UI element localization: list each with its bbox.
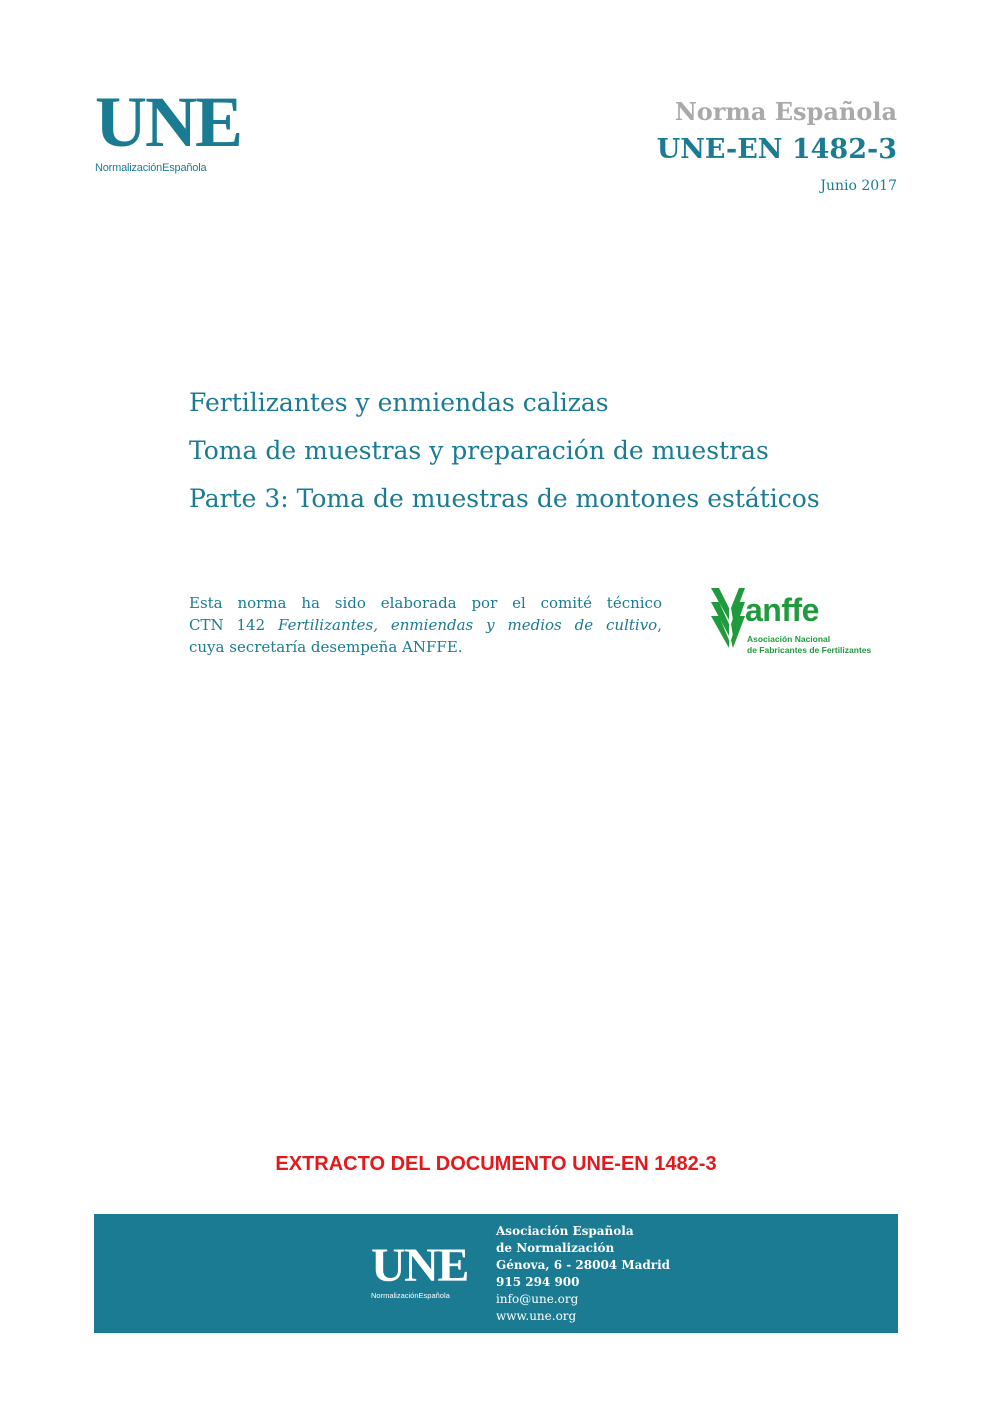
committee-line-3: cuya secretaría desempeña ANFFE. — [189, 638, 463, 656]
anffe-logo — [709, 586, 874, 658]
title-line-3: Parte 3: Toma de muestras de montones estáticos — [189, 484, 820, 513]
une-logo-subtitle-part1: Normalización — [95, 162, 163, 174]
anffe-subtitle-1: Asociación Nacional — [747, 634, 831, 644]
une-logo-bottom — [371, 1239, 471, 1304]
une-logo-top — [95, 82, 242, 177]
footer-org-line-2: de Normalización — [496, 1241, 615, 1255]
committee-name: Fertilizantes, enmiendas y medios de cultivo — [278, 616, 658, 634]
document-code: UNE-EN 1482-3 — [656, 134, 897, 165]
une-logo-bottom-subtitle-part2: Española — [418, 1291, 450, 1300]
une-logo-subtitle — [95, 162, 240, 174]
document-type: Norma Española — [674, 97, 897, 126]
title-line-2: Toma de muestras y preparación de muestras — [189, 436, 769, 465]
footer-contact-info — [496, 1223, 670, 1325]
footer-address: Génova, 6 - 28004 Madrid — [496, 1258, 671, 1272]
une-logo-subtitle-part2: Española — [162, 162, 207, 174]
committee-comma: , — [657, 616, 662, 634]
committee-paragraph — [189, 592, 662, 658]
anffe-wordmark: anffe — [745, 592, 819, 628]
committee-line-2 — [189, 614, 662, 636]
footer-org-line-1: Asociación Española — [496, 1224, 634, 1238]
une-logo-bottom-letters: UNE — [371, 1239, 468, 1292]
une-logo-letters: UNE — [95, 82, 242, 162]
une-logo-bottom-subtitle-part1: Normalización — [371, 1291, 419, 1300]
footer-phone: 915 294 900 — [496, 1275, 580, 1289]
une-logo-bottom-subtitle — [371, 1291, 471, 1300]
footer-email-link[interactable]: info@une.org — [496, 1292, 579, 1306]
title-line-1: Fertilizantes y enmiendas calizas — [189, 388, 609, 417]
anffe-leaf-icon — [709, 586, 749, 648]
committee-line-1: Esta norma ha sido elaborada por el comité técnico — [189, 594, 662, 612]
footer-bar — [94, 1214, 898, 1333]
anffe-subtitle-2: de Fabricantes de Fertilizantes — [747, 645, 872, 655]
committee-ctn: CTN 142 — [189, 616, 279, 634]
footer-web-link[interactable]: www.une.org — [496, 1309, 577, 1323]
document-date: Junio 2017 — [820, 178, 897, 194]
extract-notice: EXTRACTO DEL DOCUMENTO UNE-EN 1482-3 — [275, 1153, 717, 1175]
